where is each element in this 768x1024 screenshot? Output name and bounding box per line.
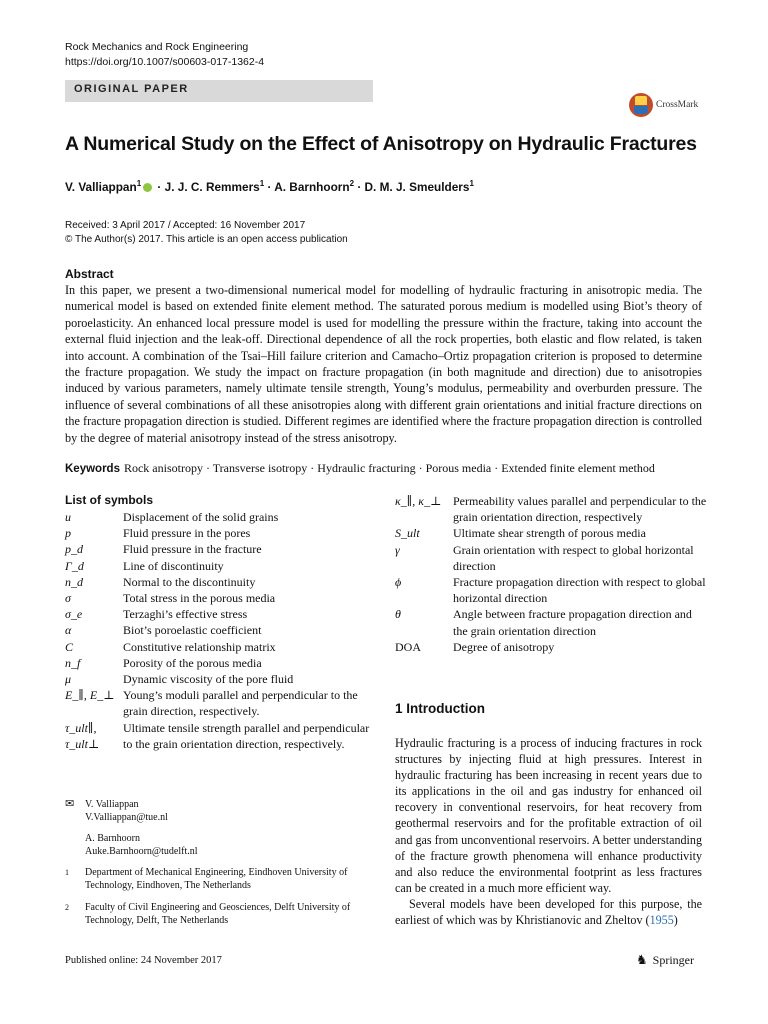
symbol-row [65,558,375,574]
symbol-row [65,720,375,752]
symbol: u [65,510,71,524]
symbol-row [65,541,375,557]
symbol-row [65,687,375,719]
affiliation-number: 2 [65,903,69,912]
symbol: p [65,526,71,541]
symbol-desc: Fluid pressure in the pores [123,526,251,541]
affiliation [65,901,375,927]
paper-type-label: ORIGINAL PAPER [74,83,189,95]
symbol-desc: Constitutive relationship matrix [123,639,276,654]
symbols-list-left [65,509,375,752]
symbol: E_∥, E_⊥ [65,688,115,703]
symbol-desc: Porosity of the porous media [123,655,262,670]
affiliation-text: Department of Mechanical Engineering, Eindhoven University of Technology, Eindhoven, The Netherlands [85,867,348,891]
keywords-text: Rock anisotropy · Transverse isotropy · Hydraulic fracturing · Porous media · Extended finite element method [123,461,655,475]
citation-link[interactable]: 1955 [649,913,674,928]
symbol-desc: Fracture propagation direction with respect to global horizontal direction [453,575,706,606]
symbol-row [65,622,375,638]
symbol: α [65,623,72,638]
symbol-row [395,574,707,606]
symbol-row [65,639,375,655]
symbol-desc: Degree of anisotropy [453,639,555,654]
license-note: © The Author(s) 2017. This article is an open access publication [65,234,348,245]
author-affiliation-ref: 1 [259,179,265,188]
symbol: κ_∥, κ_⊥ [395,494,442,508]
symbols-heading: List of symbols [65,493,154,507]
symbol-row [395,493,707,525]
author-affiliation-ref: 1 [136,179,142,188]
symbol-row [395,542,707,574]
author-affiliation-ref: 2 [349,179,355,188]
symbol: θ [395,607,401,622]
journal-header [65,40,264,70]
keywords-label: Keywords [65,463,120,475]
paragraph: Hydraulic fracturing is a process of inducing fractures in rock structures by injecting fluid at high pressures. Interest in hydraulic fracturing has been increasing in recent years due to its applications in the oil and gas industry for enhanced oil recovery in conventional reservoirs, for heat recovery from geothermal reservoirs and for the profitable extraction of oil and gas from unconventional reservoirs. A better understanding of the fracture growth phenomena will enhance productivity and also reduce the environmental footprint as less fractures can be created in a much more efficient way. [395,736,702,895]
symbol-row [65,655,375,671]
symbol-desc: Biot’s poroelastic coefficient [123,623,262,638]
keywords [65,461,705,476]
contact-name: V. Valliappan [85,799,139,810]
symbol-desc: Grain orientation with respect to global horizontal direction [453,542,694,573]
symbol: σ [65,591,71,606]
author-name[interactable]: V. Valliappan [65,179,137,194]
symbol-row [65,525,375,541]
symbol: S_ult [395,526,420,541]
symbol-desc: Terzaghi’s effective stress [123,607,248,622]
symbol-desc: Angle between fracture propagation direction and the grain orientation direction [453,607,692,638]
symbol: γ [395,542,400,557]
author-name[interactable]: D. M. J. Smeulders [364,179,470,194]
affiliation [65,866,375,892]
symbol: n_f [65,655,81,670]
affiliation-text: Faculty of Civil Engineering and Geosciences, Delft University of Technology, Delft, The Netherlands [85,902,351,926]
symbols-list-right [395,493,707,655]
symbol: DOA [395,639,421,654]
symbol-desc: Young’s moduli parallel and perpendicular to the grain direction, respectively. [123,688,358,719]
symbol: n_d [65,574,83,589]
symbol-desc: Total stress in the porous media [123,591,276,606]
paragraph [395,896,702,928]
symbol: σ_e [65,607,83,622]
abstract-heading: Abstract [65,267,114,281]
article-dates [65,219,348,247]
abstract-text: In this paper, we present a two-dimensional numerical model for modelling of hydraulic fracturing in anisotropic media. The numerical model is based on extended finite element method. The saturated porous medium is modelled using Biot’s theory of poroelasticity. An enhanced local pressure model is used for modelling the pressure within the fracture, taking into account the external fluid injection and the leak-off. Directional dependence of all the rock properties, both elastic and flow related, is taken into account. A combination of the Tsai–Hill failure criterion and Camacho–Ortiz propagation criterion is proposed to determine the fracture propagation. We study the impact on fracture propagation (in both magnitude and direction) due to anisotropies induced by various parameters, namely ultimate tensile strength, Young’s modulus, permeability and overburden pressure. The influence of several combinations of all these anisotropies along with different grain orientations and initial fracture directions on the fracture propagation direction is studied. Different regimes are identified where the fracture propagation direction is controlled by the degree of material anisotropy instead of the stress anisotropy. [65,283,702,445]
publisher-name: Springer [652,952,694,967]
affiliation-number: 1 [65,868,69,877]
contact-email[interactable]: Auke.Barnhoorn@tudelft.nl [85,846,198,857]
symbol-desc: Line of discontinuity [123,558,224,573]
contact-email[interactable]: V.Valliappan@tue.nl [85,812,168,823]
paper-title: A Numerical Study on the Effect of Anisotropy on Hydraulic Fractures [65,133,697,155]
introduction-body [395,735,702,928]
envelope-icon: ✉ [65,798,75,810]
symbol: p_d [65,542,83,557]
symbol: ϕ [395,575,402,590]
paragraph-text: ) [673,913,678,928]
section-heading-introduction: 1 Introduction [395,701,485,716]
received-accepted: Received: 3 April 2017 / Accepted: 16 November 2017 [65,220,306,231]
author-name[interactable]: A. Barnhoorn [274,179,350,194]
author-list: V. Valliappan$^1$ · J. J. C. Remmers$^1$ · A. Barnhoorn$^2$ · D. M. J. Smeulders$^1$ [65,179,474,194]
symbol-row [65,590,375,606]
doi-link[interactable]: https://doi.org/10.1007/s00603-017-1362-4 [65,56,265,68]
symbol-row [395,606,707,638]
crossmark-icon [629,93,653,117]
symbol: τ_ult∥, τ_ult⊥ [65,720,100,751]
affiliations [65,866,375,936]
journal-name: Rock Mechanics and Rock Engineering [65,41,249,53]
publisher-logo [636,952,694,968]
author-name[interactable]: J. J. C. Remmers [164,179,260,194]
crossmark-label: CrossMark [656,100,699,110]
symbol-row [65,671,375,687]
symbol: C [65,639,74,654]
author-affiliation-ref: 1 [469,179,474,188]
contact-name: A. Barnhoorn [85,833,140,844]
symbol-row [65,606,375,622]
symbol-desc: Displacement of the solid grains [123,510,279,524]
symbol-desc: Permeability values parallel and perpendicular to the grain orientation direction, respectively [453,494,707,525]
symbol-row [65,574,375,590]
symbol-desc: Dynamic viscosity of the pore fluid [123,672,294,687]
crossmark-badge[interactable] [629,93,698,117]
springer-horse-icon: ♞ [636,952,648,967]
symbol-row [65,509,375,525]
symbol: μ [65,672,72,687]
contact-block [85,832,198,858]
published-date: Published online: 24 November 2017 [65,955,222,966]
symbol-desc: Normal to the discontinuity [123,574,256,589]
symbol: Γ_d [65,558,84,573]
paragraph-text: Several models have been developed for this purpose, the earliest of which was by Khristianovic and Zheltov ( [395,896,702,928]
symbol-row [395,639,707,655]
symbol-desc: Ultimate shear strength of porous media [453,526,646,541]
contact-block [85,798,168,824]
symbol-desc: Ultimate tensile strength parallel and perpendicular to the grain orientation direction, respectively. [123,720,370,751]
orcid-icon[interactable] [143,183,152,192]
symbol-row [395,525,707,541]
symbol-desc: Fluid pressure in the fracture [123,542,262,557]
